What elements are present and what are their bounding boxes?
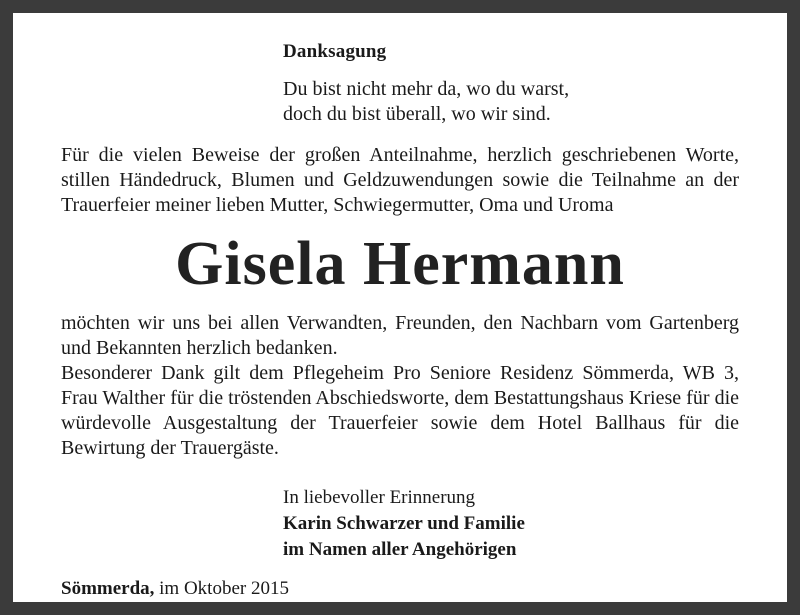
thanks-continuation [61,311,739,461]
special-thanks-paragraph: Besonderer Dank gilt dem Pflegeheim Pro Seniore Residenz Sömmerda, WB 3, Frau Walther für die tröstenden Abschiedsworte, dem Bestattungshaus Kriese für die würdevolle Ausgestaltung der Trauerfeier sowie dem Hotel Ballhaus für die Bewirtung der Trauergäste. [61,362,739,459]
thanks-paragraph: Für die vielen Beweise der großen Anteilnahme, herzlich geschriebenen Worte, stillen Händedruck, Blumen und Geldzuwendungen sowie die Teilnahme an der Trauerfeier meiner lieben Mutter, Schwiegermutter, Oma und Uroma [61,144,739,216]
notice-heading: Danksagung [283,41,387,62]
verse-line-1: Du bist nicht mehr da, wo du warst, [283,78,570,100]
deceased-name: Gisela Hermann [175,230,625,298]
place: Sömmerda, [61,578,155,599]
closing-signature [283,485,525,563]
thanks-paragraph-2: möchten wir uns bei allen Verwandten, Freunden, den Nachbarn vom Gartenberg und Bekannten herzlich bedanken. [61,312,739,359]
closing-line-3: im Namen aller Angehörigen [283,539,517,560]
place-date [61,578,289,600]
closing-line-1: In liebevoller Erinnerung [283,487,476,508]
closing-line-2: Karin Schwarzer und Familie [283,513,525,534]
date: im Oktober 2015 [159,578,289,599]
verse-line-2: doch du bist überall, wo wir sind. [283,103,551,125]
verse [283,77,569,127]
